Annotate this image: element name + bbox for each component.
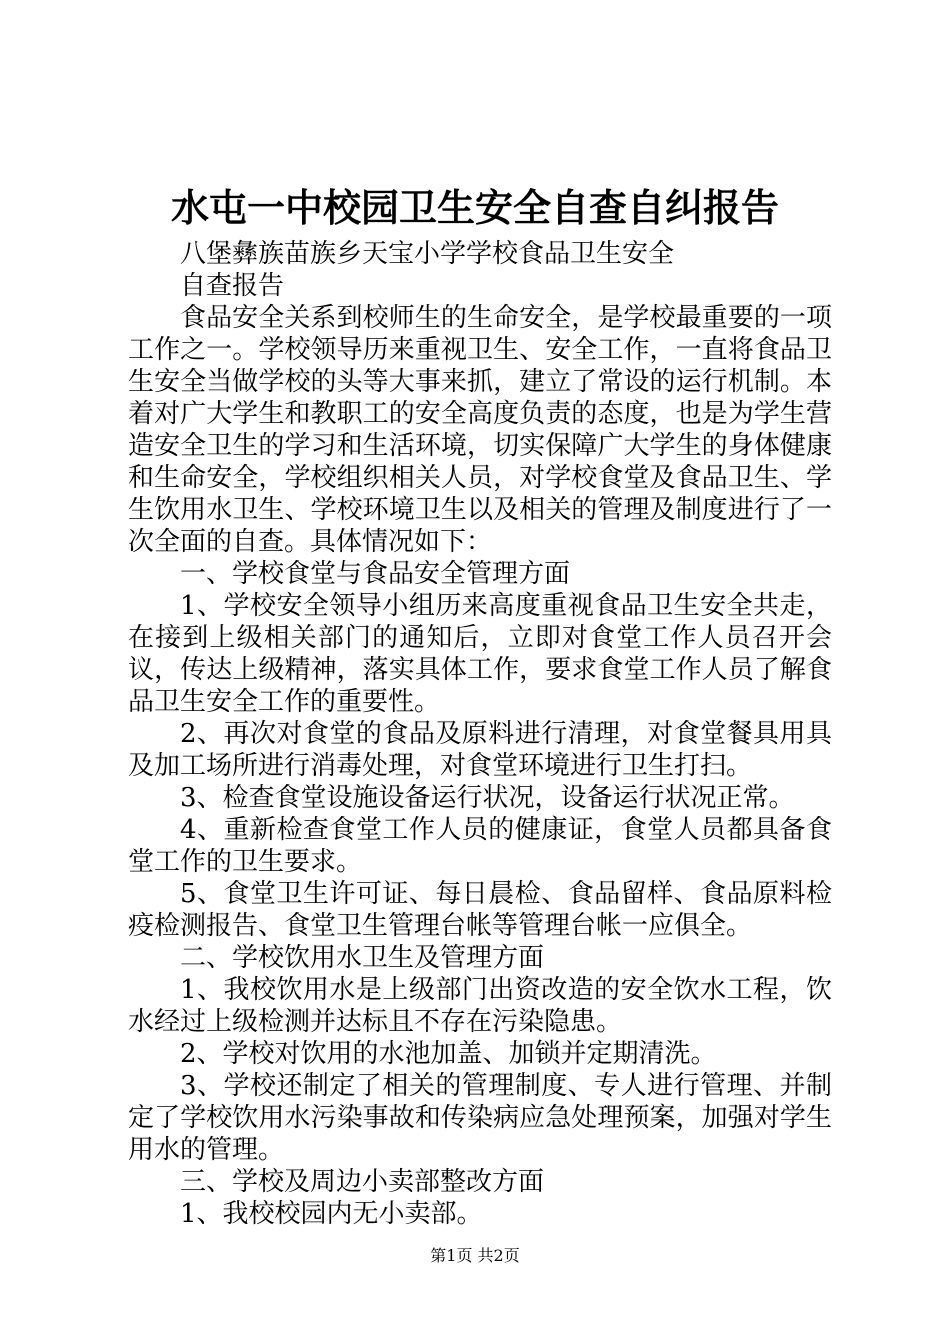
section-heading: 三、学校及周边小卖部整改方面 — [180, 1167, 545, 1197]
body-paragraph: 1、我校校园内无小卖部。 — [180, 1199, 483, 1229]
document-title: 水屯一中校园卫生安全自查自纠报告 — [170, 185, 779, 230]
section-heading: 二、学校饮用水卫生及管理方面 — [180, 943, 545, 973]
page-number-footer: 第1页 共2页 — [430, 1246, 520, 1265]
body-paragraph: 2、再次对食堂的食品及原料进行清理，对食堂餐具用具及加工场所进行消毒处理，对食堂环境进行卫生打扫。 — [128, 719, 832, 781]
document-body — [128, 238, 832, 1230]
body-paragraph: 1、学校安全领导小组历来高度重视食品卫生安全共走，在接到上级相关部门的通知后，立即对食堂工作人员召开会议，传达上级精神，落实具体工作，要求食堂工作人员了解食品卫生安全工作的重要性。 — [128, 591, 832, 717]
body-paragraph: 食品安全关系到校师生的生命安全，是学校最重要的一项工作之一。学校领导历来重视卫生、安全工作，一直将食品卫生安全当做学校的头等大事来抓，建立了常设的运行机制。本着对广大学生和教职工的安全高度负责的态度，也是为学生营造安全卫生的学习和生活环境，切实保障广大学生的身体健康和生命安全，学校组织相关人员，对学校食堂及食品卫生、学生饮用水卫生、学校环境卫生以及相关的管理及制度进行了一次全面的自查。具体情况如下： — [128, 303, 832, 557]
section-heading: 一、学校食堂与食品安全管理方面 — [180, 559, 571, 589]
body-paragraph: 4、重新检查食堂工作人员的健康证，食堂人员都具备食堂工作的卫生要求。 — [128, 815, 832, 877]
body-paragraph: 1、我校饮用水是上级部门出资改造的安全饮水工程，饮水经过上级检测并达标且不存在污染隐患。 — [128, 975, 832, 1037]
body-paragraph: 3、学校还制定了相关的管理制度、专人进行管理、并制定了学校饮用水污染事故和传染病应急处理预案，加强对学生用水的管理。 — [128, 1071, 832, 1165]
body-paragraph: 2、学校对饮用的水池加盖、加锁并定期清洗。 — [180, 1039, 717, 1069]
body-paragraph: 3、检查食堂设施设备运行状况，设备运行状况正常。 — [180, 783, 795, 813]
body-paragraph: 5、食堂卫生许可证、每日晨检、食品留样、食品原料检疫检测报告、食堂卫生管理台帐等管理台帐一应俱全。 — [128, 879, 832, 941]
subtitle-line: 自查报告 — [180, 271, 285, 301]
subtitle-line: 八堡彝族苗族乡天宝小学学校食品卫生安全 — [180, 239, 675, 269]
